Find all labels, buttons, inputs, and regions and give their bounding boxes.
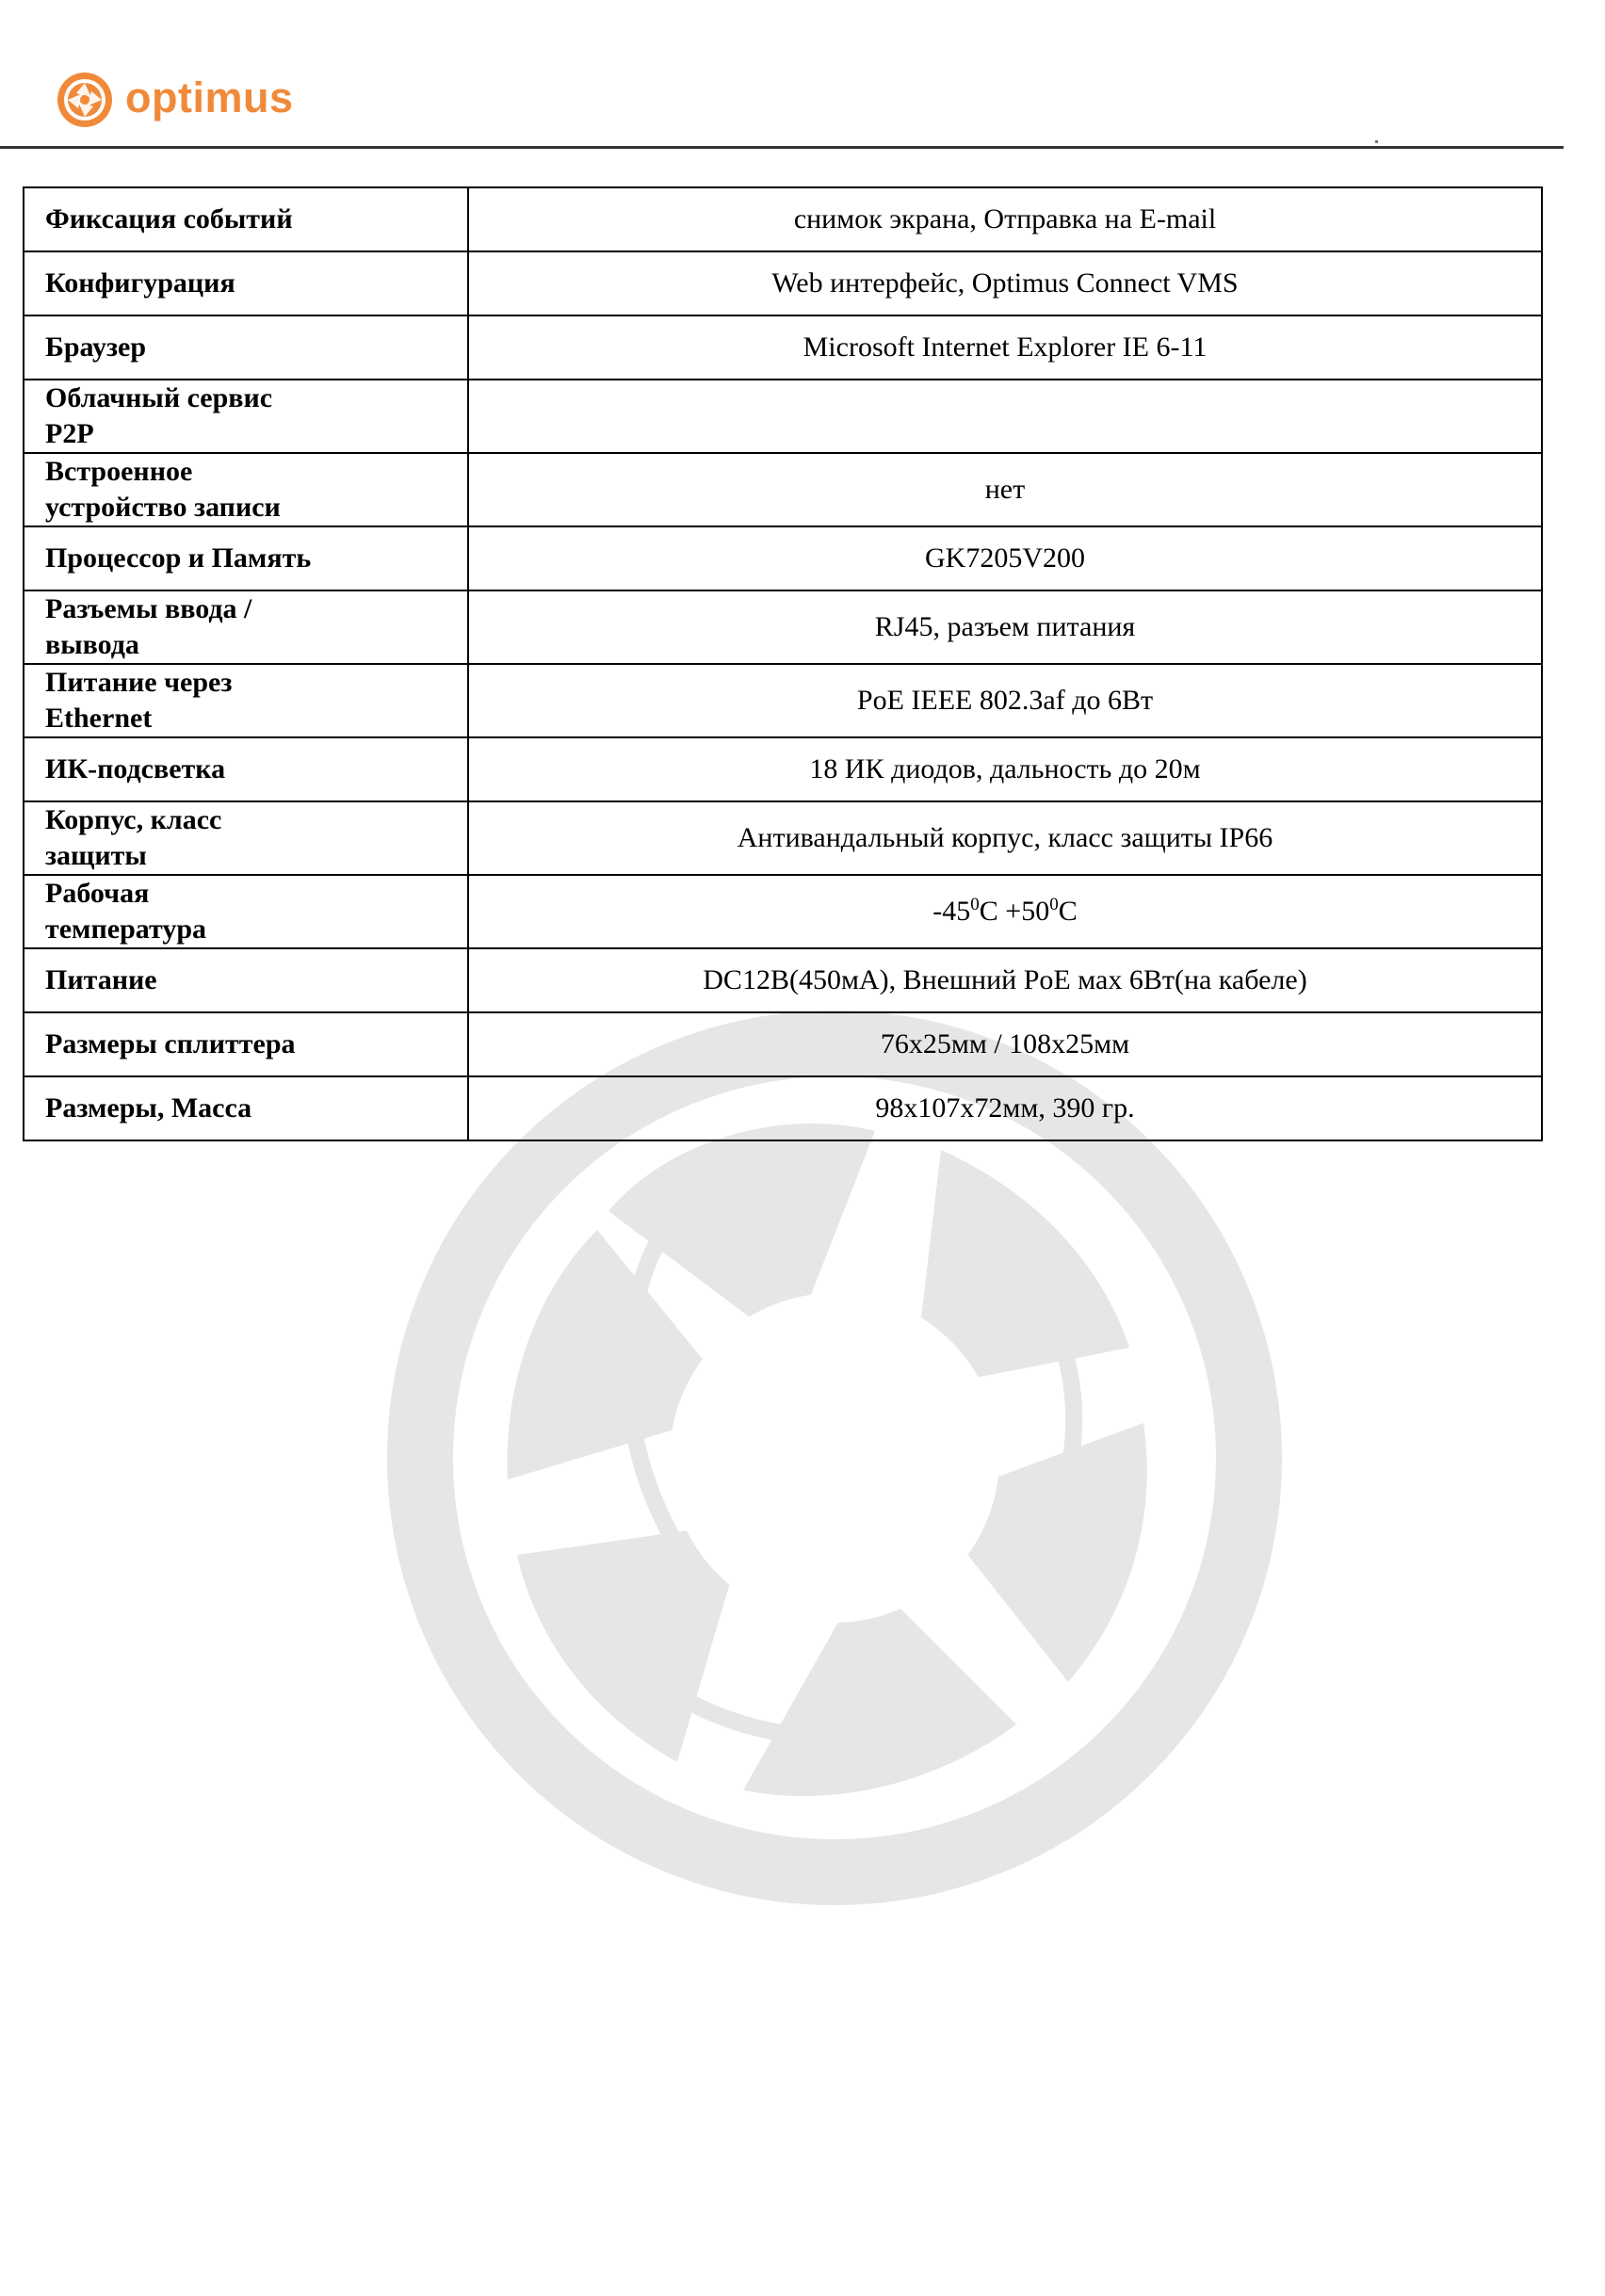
spec-label: Процессор и Память: [24, 526, 468, 590]
spec-label-line: вывода: [45, 629, 139, 660]
spec-label-line: Питание через: [45, 667, 233, 698]
spec-label: Размеры, Масса: [24, 1076, 468, 1140]
table-row: [24, 315, 1542, 380]
spec-label: Браузер: [24, 315, 468, 380]
aperture-watermark-icon: [385, 1009, 1285, 1908]
spec-label-line: Ethernet: [45, 703, 153, 734]
spec-value: 18 ИК диодов, дальность до 20м: [468, 737, 1542, 801]
spec-table: [23, 186, 1543, 1141]
brand-name: optimus: [125, 73, 294, 121]
table-row: [24, 801, 1542, 875]
table-row: [24, 948, 1542, 1012]
spec-label-line: Рабочая: [45, 878, 150, 909]
spec-label-line: устройство записи: [45, 492, 281, 523]
spec-label: [24, 664, 468, 737]
spec-value: DC12В(450мА), Внешний PoE мах 6Вт(на кабеле): [468, 948, 1542, 1012]
spec-label: Питание: [24, 948, 468, 1012]
spec-label: [24, 875, 468, 948]
table-row: [24, 526, 1542, 590]
table-row: [24, 187, 1542, 251]
degree-sup: 0: [1049, 895, 1059, 914]
table-row: [24, 1076, 1542, 1140]
spec-label: ИК-подсветка: [24, 737, 468, 801]
spec-label: Размеры сплиттера: [24, 1012, 468, 1076]
spec-value: Microsoft Internet Explorer IE 6-11: [468, 315, 1542, 380]
spec-label-line: защиты: [45, 840, 147, 871]
table-row: [24, 737, 1542, 801]
table-row: [24, 875, 1542, 948]
spec-label-line: Корпус, класс: [45, 804, 222, 835]
spec-label-line: Облачный сервис: [45, 382, 273, 413]
spec-label: Фиксация событий: [24, 187, 468, 251]
spec-value: [468, 380, 1542, 453]
table-row: [24, 251, 1542, 315]
temp-unit: C: [1058, 896, 1078, 927]
spec-label: Конфигурация: [24, 251, 468, 315]
header-dot: [1375, 140, 1378, 143]
spec-value: нет: [468, 453, 1542, 526]
degree-sup: 0: [970, 895, 980, 914]
spec-label-line: P2P: [45, 418, 94, 449]
spec-value: PoE IEEE 802.3af до 6Вт: [468, 664, 1542, 737]
spec-value-temperature: [468, 875, 1542, 948]
spec-value: 98x107x72мм, 390 гр.: [468, 1076, 1542, 1140]
table-row: [24, 453, 1542, 526]
header-divider: [0, 146, 1564, 149]
table-row: [24, 1012, 1542, 1076]
spec-value: RJ45, разъем питания: [468, 590, 1542, 664]
aperture-logo-icon: [56, 71, 114, 129]
temp-max: C +50: [979, 896, 1050, 927]
table-row: [24, 664, 1542, 737]
spec-label-line: Разъемы ввода /: [45, 593, 252, 624]
temp-min: -45: [932, 896, 971, 927]
spec-label-line: Встроенное: [45, 456, 193, 487]
brand-logo: [56, 69, 294, 131]
spec-value: Антивандальный корпус, класс защиты IP66: [468, 801, 1542, 875]
spec-label: [24, 801, 468, 875]
spec-label-line: температура: [45, 914, 207, 945]
spec-value: Web интерфейс, Optimus Connect VMS: [468, 251, 1542, 315]
spec-label: [24, 453, 468, 526]
spec-label: [24, 380, 468, 453]
table-row: [24, 380, 1542, 453]
spec-value: GK7205V200: [468, 526, 1542, 590]
spec-value: 76х25мм / 108х25мм: [468, 1012, 1542, 1076]
spec-value: снимок экрана, Отправка на E-mail: [468, 187, 1542, 251]
spec-label: [24, 590, 468, 664]
table-row: [24, 590, 1542, 664]
